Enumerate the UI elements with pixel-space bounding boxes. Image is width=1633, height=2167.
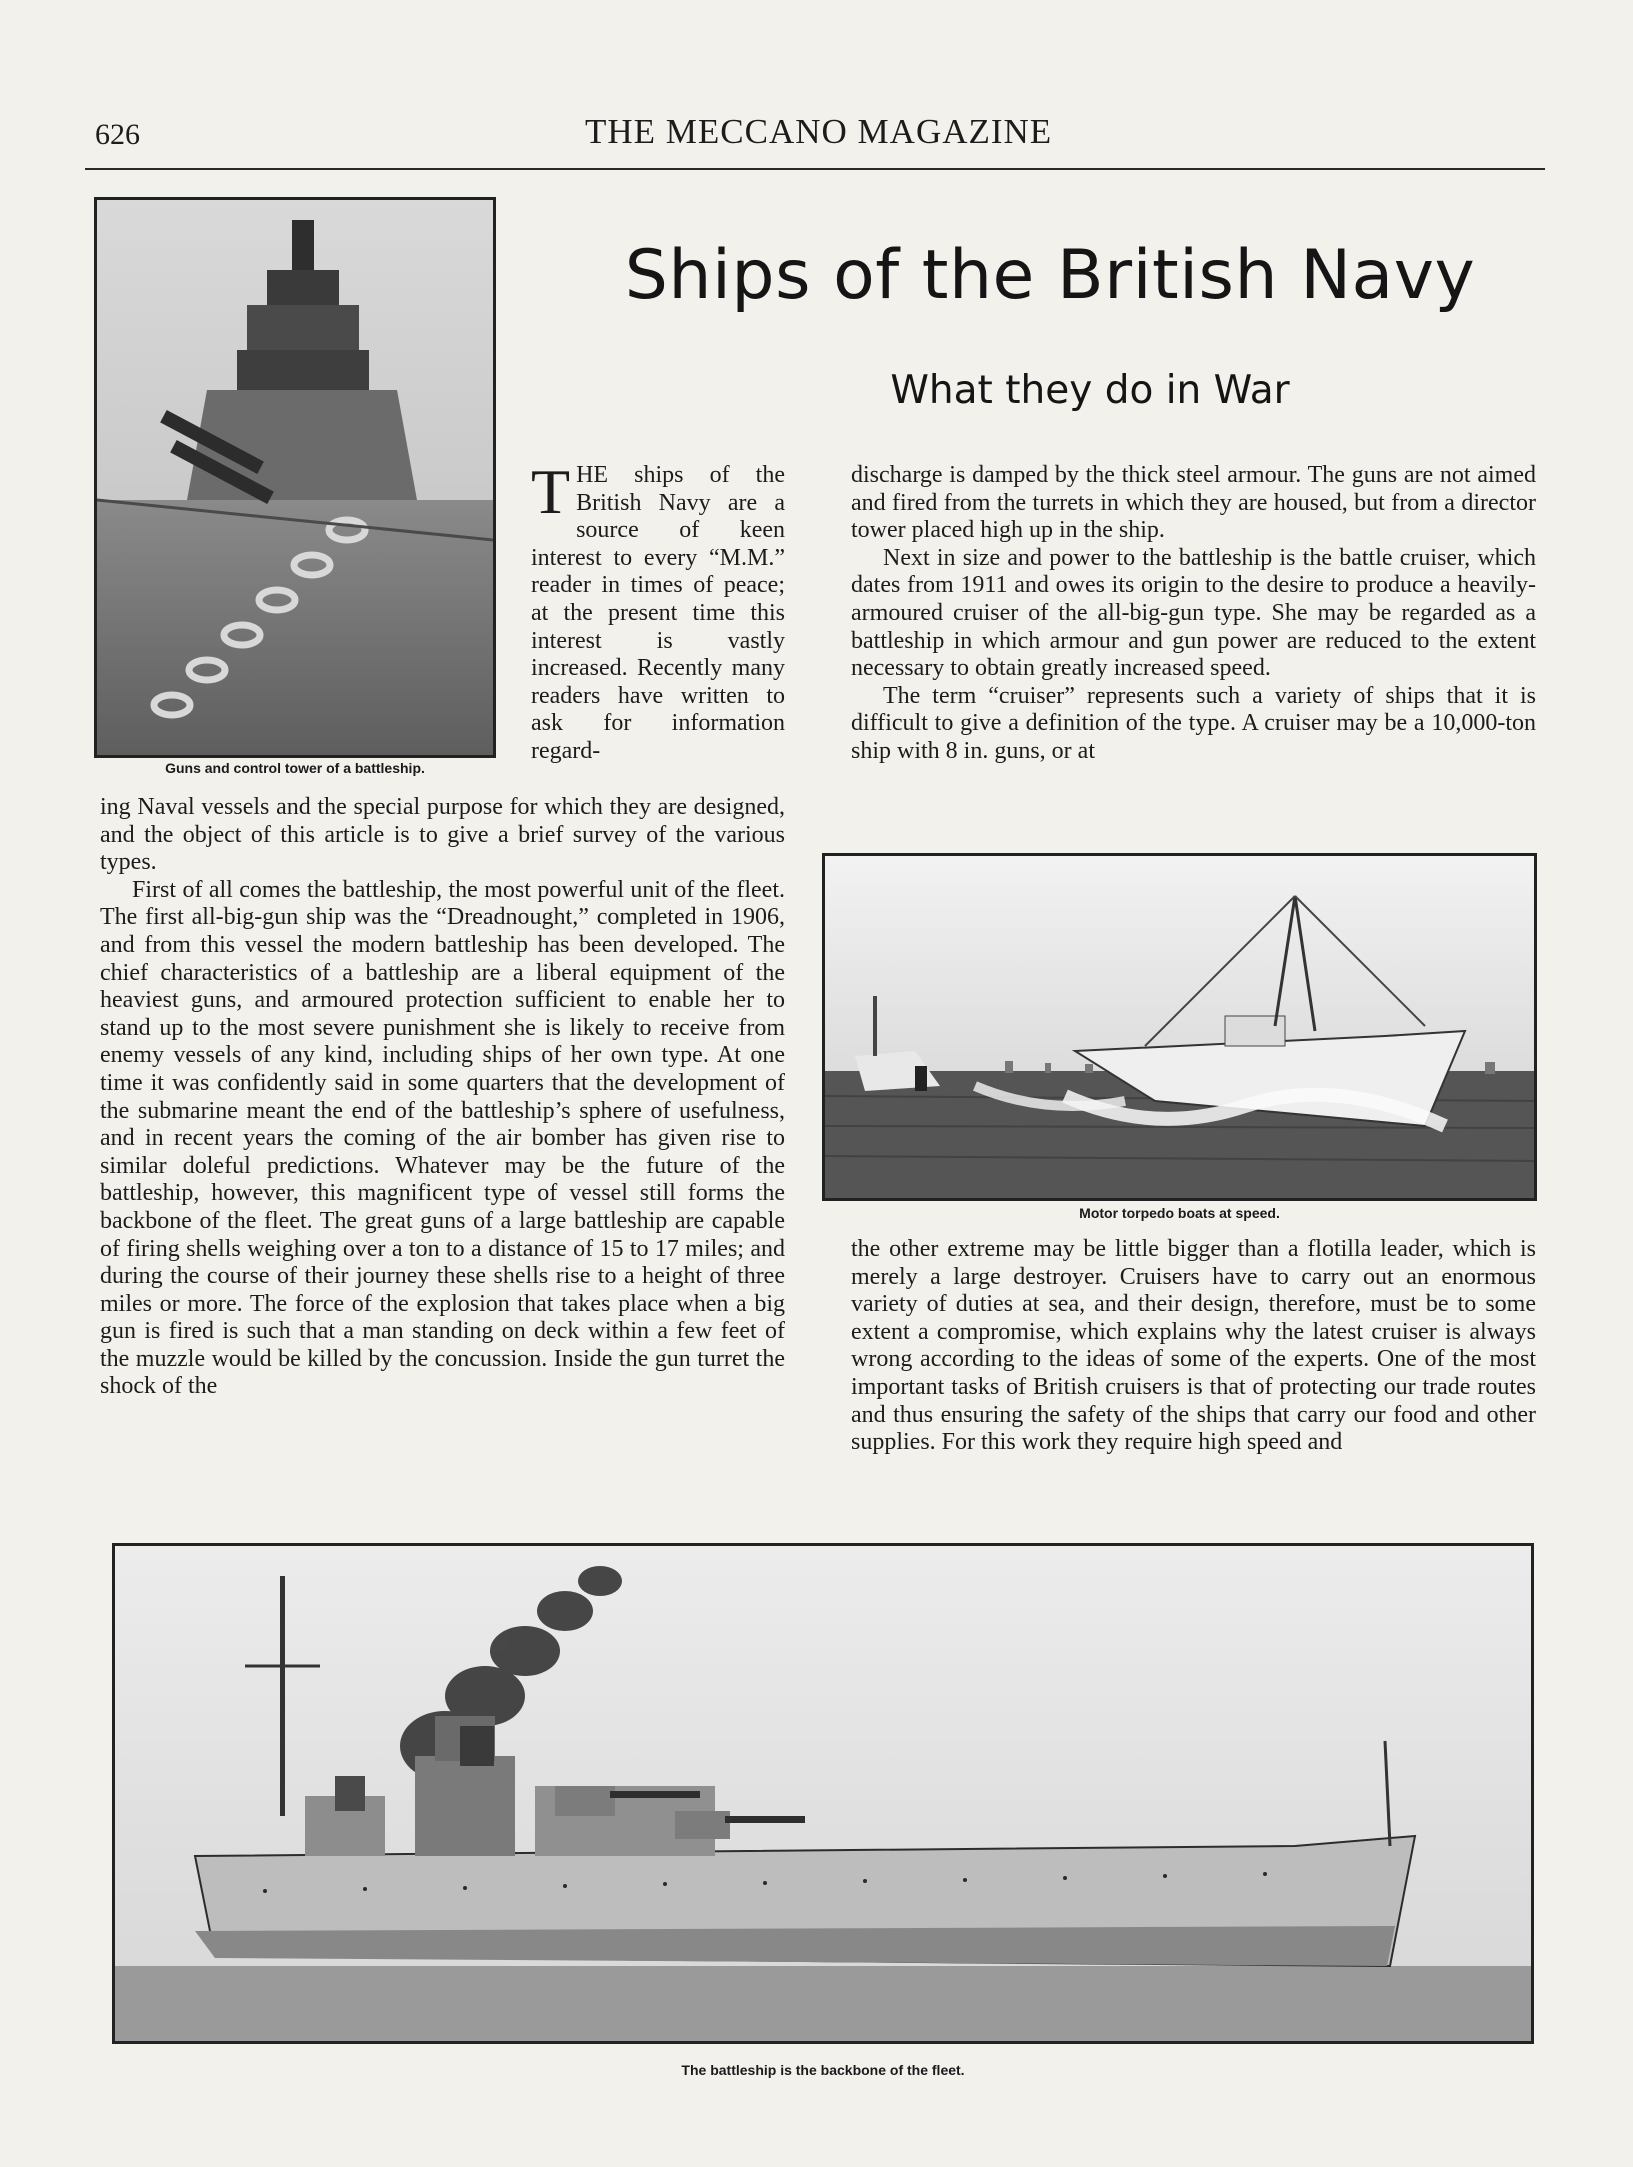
intro-text-narrow: HE ships of the British Navy are a source of keen interest to every “M.M.” reader in times of peace; at the present time this interest is vastly increased. Recently many readers have written to ask for information regard- (531, 462, 785, 764)
torpedo-photo-caption: Motor torpedo boats at speed. (1079, 1205, 1280, 1221)
battle-cruiser-paragraph: Next in size and power to the battleship is the battle cruiser, which dates from 1911 and owes its origin to the desire to produce a heavily-armoured cruiser of the all-big-gun type. She may be regarded as a battleship in which armour and gun power are reduced to the extent necessary to obtain greatly increased speed. (851, 544, 1536, 682)
control-tower-photo (94, 197, 496, 758)
right-column-top-text (851, 462, 1536, 766)
battleship-photo-caption: The battleship is the backbone of the fleet. (681, 2062, 965, 2078)
intro-text-wide: ing Naval vessels and the special purpose for which they are designed, and the object of this article is to give a brief survey of the various types. (100, 794, 785, 876)
header-rule (85, 168, 1545, 170)
page-number: 626 (95, 118, 140, 151)
battleship-photo (112, 1543, 1534, 2044)
discharge-paragraph: discharge is damped by the thick steel armour. The guns are not aimed and fired from the turrets in which they are housed, but from a director tower placed high up in the ship. (851, 462, 1536, 544)
article-title: Ships of the British Navy (624, 236, 1476, 315)
drop-cap: T (531, 456, 571, 527)
left-column-text (100, 794, 785, 1401)
article-subtitle: What they do in War (890, 368, 1290, 413)
cruiser-paragraph: The term “cruiser” represents such a variety of ships that it is difficult to give a definition of the type. A cruiser may be a 10,000-ton ship with 8 in. guns, or at (851, 682, 1536, 764)
cruiser-duties-paragraph: the other extreme may be little bigger than a flotilla leader, which is merely a large destroyer. Cruisers have to carry out an enormous variety of duties at sea, and their design, therefore, must be to some extent a compromise, which explains why the latest cruiser is always wrong according to the ideas of some of the experts. One of the most important tasks of British cruisers is that of protecting our trade routes and thus ensuring the safety of the ships that carry our food and other supplies. For this work they require high speed and (851, 1236, 1536, 1456)
torpedo-boats-photo (822, 853, 1537, 1201)
right-column-bottom-text (851, 1236, 1536, 1457)
battleship-paragraph: First of all comes the battleship, the most powerful unit of the fleet. The first all-big-gun ship was the “Dreadnought,” completed in 1906, and from this vessel the modern battleship has been developed. The chief characteristics of a battleship are a liberal equipment of the heaviest guns, and armoured protection sufficient to enable her to stand up to the most severe punishment she is likely to receive from enemy vessels of any kind, including ships of her own type. At one time it was confidently said in some quarters that the development of the submarine meant the end of the battleship’s sphere of usefulness, and in recent years the coming of the air bomber has given rise to similar doleful predictions. Whatever may be the future of the battleship, however, this magnificent type of vessel still forms the backbone of the fleet. The great guns of a large battleship are capable of firing shells weighing over a ton to a distance of 15 to 17 miles; and during the course of their journey these shells rise to a height of three miles or more. The force of the explosion that takes place when a big gun is fired is such that a man standing on deck within a few feet of the muzzle would be killed by the concussion. Inside the gun turret the shock of the (100, 876, 785, 1400)
intro-paragraph-narrow (531, 456, 785, 766)
running-head: THE MECCANO MAGAZINE (585, 112, 1053, 151)
tower-photo-caption: Guns and control tower of a battleship. (165, 760, 425, 776)
